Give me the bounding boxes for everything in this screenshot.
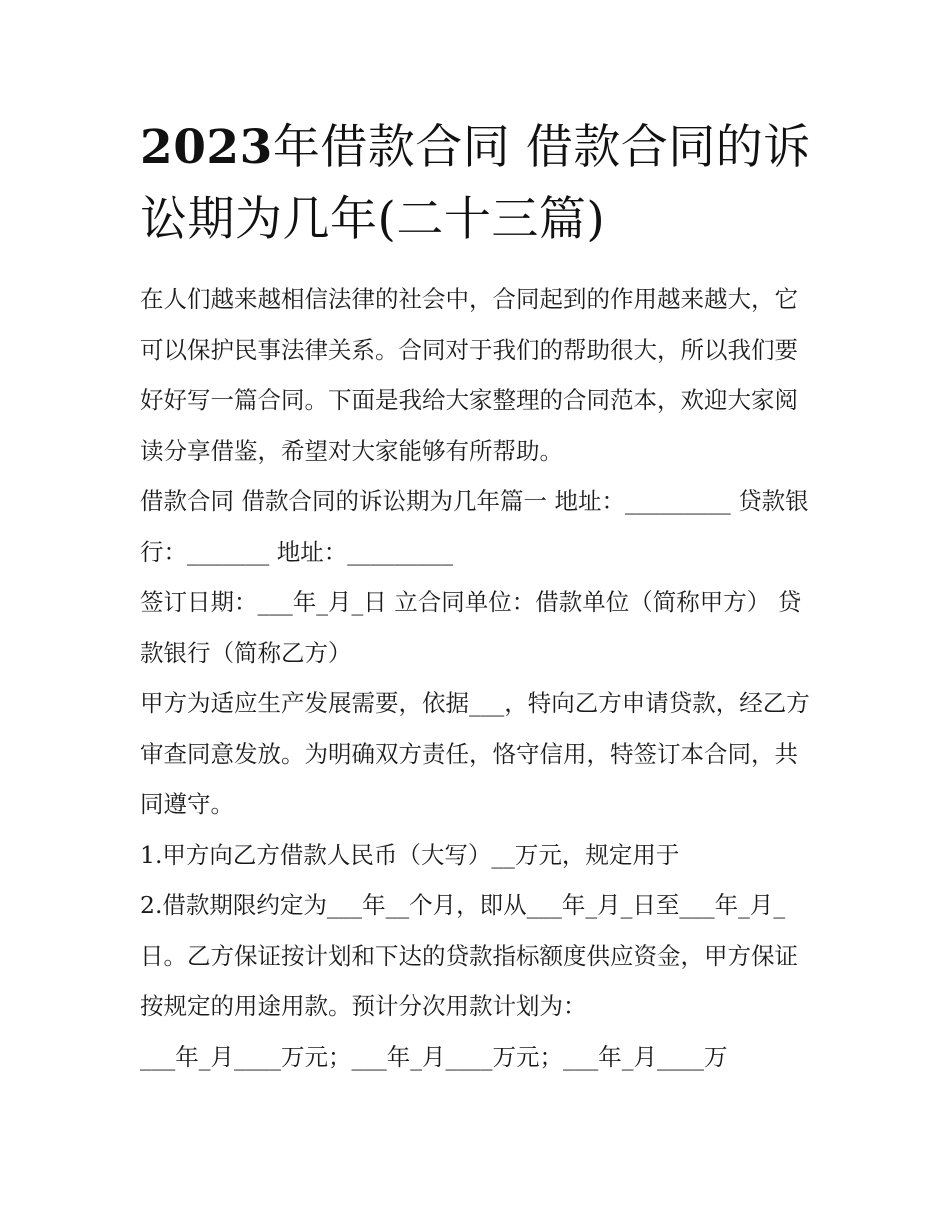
document-title bbox=[140, 112, 820, 256]
intro-paragraph: 在人们越来越相信法律的社会中，合同起到的作用越来越大，它可以保护民事法律关系。合同对于我们的帮助很大，所以我们要好好写一篇合同。下面是我给大家整理的合同范本，欢迎大家阅读分享借鉴，希望对大家能够有所帮助。 bbox=[140, 285, 798, 465]
clause-1-paragraph: 1.甲方向乙方借款人民币（大写）__万元，规定用于 bbox=[140, 840, 680, 869]
signing-date-paragraph: 签订日期：___年_月_日 立合同单位：借款单位（简称甲方） 贷款银行（简称乙方） bbox=[140, 588, 802, 667]
contract-header-paragraph: 借款合同 借款合同的诉讼期为几年篇一 地址：_________ 贷款银行：_______ 地址：_________ bbox=[140, 487, 809, 566]
purpose-paragraph: 甲方为适应生产发展需要，依据___，特向乙方申请贷款，经乙方审查同意发放。为明确双方责任，恪守信用，特签订本合同，共同遵守。 bbox=[140, 689, 810, 818]
schedule-paragraph: ___年_月____万元；___年_月____万元；___年_月____万 bbox=[140, 1042, 728, 1071]
clause-2-paragraph: 2.借款期限约定为___年__个月，即从___年_月_日至___年_月_日。乙方保证按计划和下达的贷款指标额度供应资金，甲方保证按规定的用途用款。预计分次用款计划为： bbox=[140, 891, 798, 1020]
document-body bbox=[140, 274, 820, 1082]
title-year: 2023 bbox=[140, 120, 273, 175]
title-text: 年借款合同 借款合同的诉讼期为几年(二十三篇) bbox=[140, 120, 811, 247]
